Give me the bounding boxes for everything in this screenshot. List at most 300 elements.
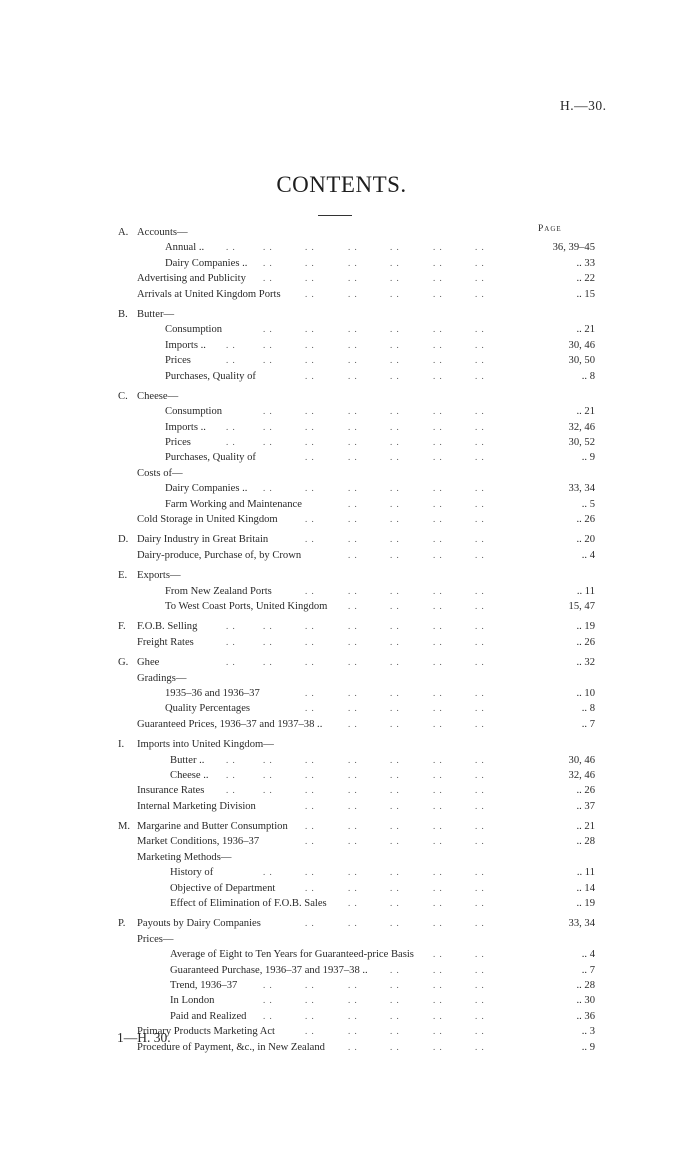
entry-label: Consumption [165,324,223,336]
leader-dot: . . [305,370,315,381]
leader-dot: . . [305,800,315,811]
toc-row [0,671,700,686]
leader-dot: . . [433,498,443,509]
leader-dot: . . [305,918,315,929]
toc-row [0,338,700,353]
leader-dot: . . [348,273,358,284]
entry-page: 32, 46 [568,769,595,781]
leader-dot: . . [348,621,358,632]
toc-row [0,369,700,384]
toc-row [0,686,700,701]
entry-label: Average of Eight to Ten Years for Guaranteed-price Basis [170,949,414,961]
entry-label: Ghee [137,657,160,669]
toc-row [0,532,700,547]
toc-row [0,1024,700,1039]
leader-dot: . . [390,867,400,878]
entry-label: Annual .. [165,242,205,254]
toc-row [0,916,700,931]
entry-page: .. 11 [576,867,595,879]
section-letter: E. [118,570,128,582]
leader-dots [0,635,700,650]
entry-label: Butter— [137,308,175,320]
leader-dots [0,916,700,931]
leader-dot: . . [305,355,315,366]
entry-page: .. 5 [581,498,595,510]
leader-dot: . . [433,703,443,714]
entry-label: Margarine and Butter Consumption [137,821,288,833]
leader-dot: . . [475,949,485,960]
leader-dot: . . [226,339,236,350]
leader-dot: . . [390,585,400,596]
leader-dot: . . [226,769,236,780]
leader-dot: . . [475,242,485,253]
section-letter: F. [118,621,126,633]
leader-dot: . . [263,324,273,335]
leader-dot: . . [305,514,315,525]
entry-label: Prices [165,437,191,449]
leader-dot: . . [305,257,315,268]
leader-dot: . . [390,754,400,765]
leader-dot: . . [475,257,485,268]
leader-dot: . . [348,483,358,494]
leader-dots [0,512,700,527]
leader-dot: . . [390,1041,400,1052]
entry-label: Gradings— [137,672,187,684]
leader-dot: . . [348,718,358,729]
entry-label: Internal Marketing Division [137,800,256,812]
leader-dots [0,322,700,337]
leader-dot: . . [390,437,400,448]
section-letter: D. [118,534,129,546]
leader-dots [0,256,700,271]
toc-row [0,655,700,670]
leader-dot: . . [348,1026,358,1037]
leader-dot: . . [226,621,236,632]
leader-dot: . . [348,898,358,909]
toc-row [0,819,700,834]
toc-row [0,1009,700,1024]
leader-dots [0,834,700,849]
toc-row [0,896,700,911]
leader-dot: . . [433,769,443,780]
toc-row [0,717,700,732]
leader-dot: . . [390,964,400,975]
leader-dot: . . [348,257,358,268]
leader-dot: . . [433,437,443,448]
leader-dot: . . [305,339,315,350]
toc-row [0,737,700,752]
entry-label: Dairy Companies .. [165,257,248,269]
leader-dots [0,655,700,670]
leader-dot: . . [226,242,236,253]
leader-dot: . . [305,1026,315,1037]
leader-dot: . . [390,355,400,366]
toc-row [0,1040,700,1055]
entry-label: Butter .. [170,754,205,766]
leader-dots [0,240,700,255]
entry-label: Prices [165,355,191,367]
leader-dot: . . [305,657,315,668]
entry-page: .. 21 [576,406,595,418]
entry-page: 30, 46 [568,339,595,351]
leader-dot: . . [305,754,315,765]
leader-dot: . . [433,1026,443,1037]
leader-dot: . . [390,257,400,268]
leader-dots [0,369,700,384]
entry-label: Procedure of Payment, &c., in New Zealand [137,1041,325,1053]
leader-dot: . . [226,754,236,765]
leader-dot: . . [348,703,358,714]
leader-dot: . . [475,1026,485,1037]
toc-row [0,768,700,783]
leader-dots [0,993,700,1008]
toc-row [0,568,700,583]
leader-dot: . . [263,785,273,796]
leader-dot: . . [475,964,485,975]
leader-dot: . . [433,636,443,647]
entry-label: Guaranteed Prices, 1936–37 and 1937–38 .. [137,718,323,730]
leader-dots [0,1009,700,1024]
leader-dot: . . [348,288,358,299]
entry-label: Arrivals at United Kingdom Ports [137,288,281,300]
leader-dot: . . [433,949,443,960]
leader-dot: . . [348,785,358,796]
leader-dot: . . [390,1026,400,1037]
leader-dot: . . [305,636,315,647]
leader-dots [0,338,700,353]
toc-row [0,353,700,368]
leader-dots [0,481,700,496]
leader-dot: . . [390,918,400,929]
leader-dot: . . [390,534,400,545]
leader-dot: . . [390,785,400,796]
entry-page: .. 11 [576,585,595,597]
leader-dot: . . [305,421,315,432]
leader-dot: . . [433,867,443,878]
leader-dot: . . [475,288,485,299]
toc-row [0,978,700,993]
toc-row [0,287,700,302]
leader-dot: . . [433,785,443,796]
leader-dot: . . [305,406,315,417]
entry-label: 1935–36 and 1936–37 [165,687,260,699]
leader-dot: . . [348,534,358,545]
entry-label: Imports into United Kingdom— [137,739,274,751]
leader-dot: . . [263,437,273,448]
entry-label: Insurance Rates [137,785,205,797]
leader-dot: . . [348,1010,358,1021]
toc-row [0,799,700,814]
leader-dot: . . [433,452,443,463]
entry-page: .. 3 [581,1026,595,1038]
leader-dot: . . [475,636,485,647]
toc-row [0,963,700,978]
entry-page: .. 19 [576,621,595,633]
leader-dot: . . [226,355,236,366]
leader-dot: . . [305,979,315,990]
toc-row [0,947,700,962]
leader-dot: . . [475,600,485,611]
leader-dot: . . [305,242,315,253]
leader-dot: . . [263,273,273,284]
leader-dot: . . [390,898,400,909]
entry-label: F.O.B. Selling [137,621,198,633]
entry-page: 30, 50 [568,355,595,367]
toc-row [0,881,700,896]
entry-label: Purchases, Quality of [165,370,256,382]
entry-page: 32, 46 [568,421,595,433]
leader-dot: . . [390,636,400,647]
leader-dot: . . [348,867,358,878]
entry-label: Costs of— [137,467,183,479]
leader-dot: . . [433,964,443,975]
leader-dot: . . [433,324,443,335]
leader-dots [0,584,700,599]
entry-label: Market Conditions, 1936–37 [137,836,260,848]
toc-row [0,240,700,255]
leader-dot: . . [263,867,273,878]
toc-row [0,865,700,880]
leader-dot: . . [433,339,443,350]
entry-label: Prices— [137,933,174,945]
leader-dot: . . [348,636,358,647]
leader-dot: . . [348,882,358,893]
leader-dot: . . [433,549,443,560]
leader-dot: . . [305,621,315,632]
leader-dot: . . [475,273,485,284]
section-letter: P. [118,918,126,930]
entry-label: Dairy-produce, Purchase of, by Crown [137,549,302,561]
toc-row [0,271,700,286]
leader-dot: . . [433,979,443,990]
leader-dots [0,599,700,614]
toc-row [0,701,700,716]
leader-dot: . . [390,821,400,832]
leader-dot: . . [348,498,358,509]
leader-dot: . . [433,836,443,847]
leader-dot: . . [390,242,400,253]
toc-row [0,599,700,614]
entry-page: .. 4 [581,549,595,561]
leader-dot: . . [305,452,315,463]
entry-label: Dairy Companies .. [165,483,248,495]
entry-label: Trend, 1936–37 [170,979,238,991]
leader-dot: . . [433,800,443,811]
leader-dot: . . [433,355,443,366]
leader-dot: . . [475,324,485,335]
leader-dot: . . [305,836,315,847]
leader-dot: . . [433,514,443,525]
leader-dot: . . [305,324,315,335]
entry-page: .. 9 [581,1041,595,1053]
leader-dot: . . [433,257,443,268]
entry-page: .. 37 [576,800,595,812]
leader-dot: . . [475,514,485,525]
leader-dots [0,532,700,547]
entry-label: From New Zealand Ports [165,585,272,597]
leader-dot: . . [263,421,273,432]
entry-label: Cold Storage in United Kingdom [137,514,278,526]
leader-dot: . . [226,636,236,647]
leader-dot: . . [475,800,485,811]
leader-dot: . . [305,437,315,448]
leader-dot: . . [475,437,485,448]
leader-dot: . . [433,821,443,832]
leader-dot: . . [433,882,443,893]
toc-row [0,450,700,465]
entry-page: 15, 47 [568,600,595,612]
toc-row [0,635,700,650]
leader-dot: . . [305,769,315,780]
leader-dot: . . [390,882,400,893]
entry-label: Farm Working and Maintenance [165,498,302,510]
leader-dot: . . [305,995,315,1006]
leader-dot: . . [348,585,358,596]
section-letter: I. [118,739,125,751]
leader-dot: . . [433,754,443,765]
leader-dot: . . [433,242,443,253]
entry-page: .. 8 [581,703,595,715]
leader-dot: . . [390,498,400,509]
leader-dots [0,497,700,512]
entry-label: Guaranteed Purchase, 1936–37 and 1937–38 .. [170,964,368,976]
leader-dot: . . [305,821,315,832]
leader-dot: . . [390,995,400,1006]
leader-dots [0,686,700,701]
toc-row [0,389,700,404]
entry-label: Consumption [165,406,223,418]
toc-row [0,256,700,271]
leader-dot: . . [475,918,485,929]
leader-dot: . . [305,687,315,698]
leader-dot: . . [475,483,485,494]
leader-dot: . . [390,836,400,847]
leader-dot: . . [475,995,485,1006]
leader-dot: . . [433,273,443,284]
leader-dot: . . [390,800,400,811]
leader-dot: . . [390,600,400,611]
entry-label: Freight Rates [137,636,194,648]
title-rule [318,215,352,216]
toc-row [0,932,700,947]
toc-row [0,834,700,849]
leader-dot: . . [475,882,485,893]
leader-dot: . . [390,979,400,990]
toc-row [0,753,700,768]
page-footer: 1—H. 30. [117,1030,171,1045]
leader-dot: . . [390,370,400,381]
leader-dot: . . [390,514,400,525]
leader-dot: . . [390,288,400,299]
entry-label: To West Coast Ports, United Kingdom [165,600,328,612]
toc-row [0,783,700,798]
entry-page: 36, 39–45 [552,242,595,254]
toc-row [0,548,700,563]
leader-dot: . . [390,1010,400,1021]
entry-page: .. 28 [576,979,595,991]
leader-dots [0,881,700,896]
entry-label: Paid and Realized [170,1010,247,1022]
leader-dot: . . [348,918,358,929]
leader-dot: . . [390,703,400,714]
leader-dot: . . [433,621,443,632]
leader-dot: . . [263,1010,273,1021]
leader-dot: . . [305,867,315,878]
leader-dot: . . [390,273,400,284]
toc-row [0,850,700,865]
leader-dots [0,865,700,880]
leader-dot: . . [390,718,400,729]
leader-dots [0,717,700,732]
entry-page: .. 19 [576,898,595,910]
entry-label: Cheese .. [170,769,209,781]
leader-dots [0,1040,700,1055]
entry-label: Advertising and Publicity [137,273,246,285]
leader-dot: . . [226,421,236,432]
leader-dot: . . [348,600,358,611]
entry-page: .. 26 [576,785,595,797]
entry-page: .. 30 [576,995,595,1007]
leader-dot: . . [475,898,485,909]
leader-dot: . . [348,370,358,381]
leader-dot: . . [433,995,443,1006]
leader-dot: . . [390,324,400,335]
entry-page: .. 4 [581,949,595,961]
entry-page: .. 8 [581,370,595,382]
entry-page: .. 36 [576,1010,595,1022]
toc-row [0,481,700,496]
leader-dot: . . [305,483,315,494]
entry-page: .. 21 [576,324,595,336]
entry-label: In London [170,995,215,1007]
toc-row [0,322,700,337]
entry-page: .. 28 [576,836,595,848]
leader-dot: . . [348,242,358,253]
leader-dot: . . [475,785,485,796]
entry-label: Objective of Department [170,882,276,894]
leader-dot: . . [263,257,273,268]
leader-dot: . . [263,483,273,494]
leader-dot: . . [475,821,485,832]
leader-dot: . . [475,1010,485,1021]
entry-label: Quality Percentages [165,703,251,715]
leader-dots [0,819,700,834]
contents-list [0,225,700,1055]
leader-dot: . . [348,339,358,350]
entry-page: .. 32 [576,657,595,669]
leader-dot: . . [475,703,485,714]
leader-dot: . . [348,657,358,668]
leader-dot: . . [475,718,485,729]
entry-label: Imports .. [165,421,206,433]
leader-dot: . . [348,421,358,432]
leader-dot: . . [390,452,400,463]
leader-dots [0,1024,700,1039]
leader-dot: . . [348,514,358,525]
entry-label: Primary Products Marketing Act [137,1026,275,1038]
leader-dot: . . [263,339,273,350]
entry-page: 33, 34 [568,483,595,495]
entry-page: .. 7 [581,718,595,730]
leader-dot: . . [263,636,273,647]
leader-dots [0,896,700,911]
leader-dot: . . [348,754,358,765]
entry-label: Marketing Methods— [137,851,232,863]
leader-dots [0,978,700,993]
entry-page: .. 33 [576,257,595,269]
leader-dots [0,450,700,465]
leader-dot: . . [433,718,443,729]
